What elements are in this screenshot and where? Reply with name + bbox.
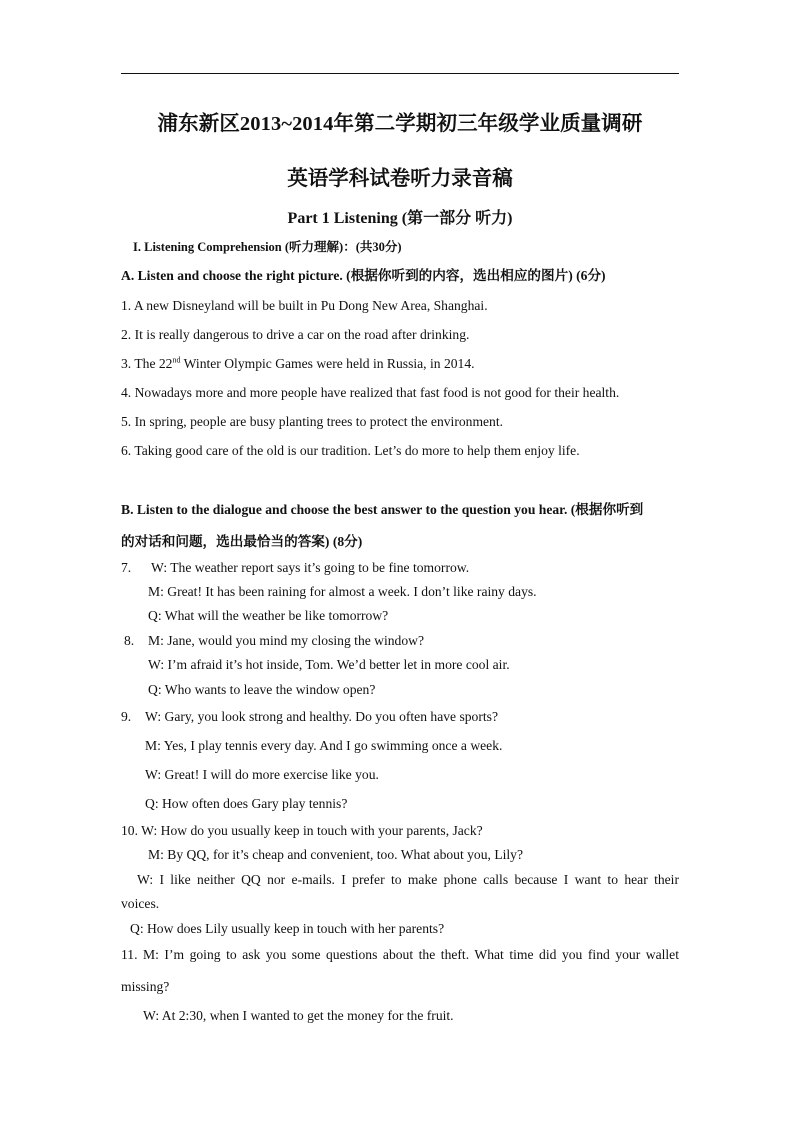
section-B-heading-line2: 的对话和问题，选出最恰当的答案) (8分) (121, 534, 363, 549)
q11-line-2: missing? (121, 979, 170, 994)
q7-line-2: M: Great! It has been raining for almost a week. I don’t like rainy days. (148, 584, 537, 599)
q8-line-1 (124, 632, 424, 650)
section-I-heading: I. Listening Comprehension (听力理解)：(共30分) (133, 240, 402, 254)
q10-line-5: Q: How does Lily usually keep in touch with her parents? (130, 921, 445, 936)
document-title: 浦东新区2013~2014年第二学期初三年级学业质量调研 (157, 113, 643, 135)
item-6: 6. Taking good care of the old is our tradition. Let’s do more to help them enjoy life. (121, 443, 580, 458)
q7-line-3: Q: What will the weather be like tomorrow? (148, 608, 389, 623)
q8-line-3: Q: Who wants to leave the window open? (148, 682, 376, 697)
q9-line-4: Q: How often does Gary play tennis? (145, 796, 348, 811)
q8-number: 8. (124, 633, 135, 648)
q10-line-1: 10. W: How do you usually keep in touch with your parents, Jack? (121, 823, 483, 838)
section-A-heading: A. Listen and choose the right picture. (根据你听到的内容，选出相应的图片) (6分) (121, 268, 606, 283)
item-3-text-b: Winter Olympic Games were held in Russia, in 2014. (180, 356, 475, 371)
q11-line-1: 11. M: I’m going to ask you some questions about the theft. What time did you find your wallet (121, 947, 679, 962)
item-1: 1. A new Disneyland will be built in Pu Dong New Area, Shanghai. (121, 298, 488, 313)
q8-line-2: W: I’m afraid it’s hot inside, Tom. We’d better let in more cool air. (148, 657, 510, 672)
q10-line-2: M: By QQ, for it’s cheap and convenient, too. What about you, Lily? (148, 847, 524, 862)
item-3-superscript: nd (172, 355, 181, 365)
item-5: 5. In spring, people are busy planting trees to protect the environment. (121, 414, 504, 429)
section-B-heading-line1: B. Listen to the dialogue and choose the best answer to the question you hear. (根据你听到 (121, 502, 644, 517)
item-4: 4. Nowadays more and more people have realized that fast food is not good for their health. (121, 385, 620, 400)
q9-line-1 (121, 708, 498, 726)
q7-text-1: W: The weather report says it’s going to be fine tomorrow. (151, 560, 470, 575)
q11-line-3: W: At 2:30, when I wanted to get the money for the fruit. (143, 1008, 454, 1023)
top-rule (121, 73, 679, 74)
q10-line-3: W: I like neither QQ nor e-mails. I prefer to make phone calls because I want to hear their (137, 872, 679, 887)
item-2: 2. It is really dangerous to drive a car on the road after drinking. (121, 327, 470, 342)
item-3 (121, 355, 475, 373)
part-title: Part 1 Listening (第一部分 听力) (287, 210, 513, 227)
q10-line-4: voices. (121, 896, 160, 911)
item-3-text-a: 3. The 22 (121, 356, 173, 371)
q9-number: 9. (121, 709, 132, 724)
q7-line-1 (121, 559, 469, 577)
q7-number: 7. (121, 560, 132, 575)
q9-text-1: W: Gary, you look strong and healthy. Do you often have sports? (145, 709, 498, 724)
q8-text-1: M: Jane, would you mind my closing the window? (148, 633, 425, 648)
q9-line-3: W: Great! I will do more exercise like you. (145, 767, 379, 782)
document-subtitle: 英语学科试卷听力录音稿 (287, 168, 513, 190)
q9-line-2: M: Yes, I play tennis every day. And I go swimming once a week. (145, 738, 503, 753)
